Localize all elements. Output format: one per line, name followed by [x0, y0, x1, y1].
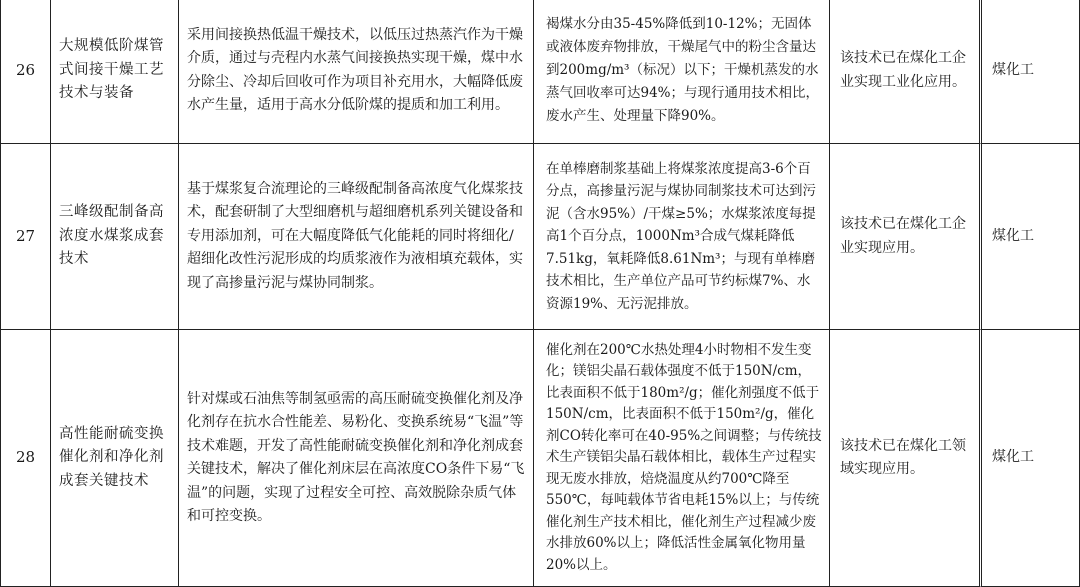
technology-effect: 在单棒磨制浆基础上将煤浆浓度提高3-6个百分点，高掺量污泥与煤协同制浆技术可达到污泥（含水95%）/干煤≥5%；水煤浆浓度每提高1个百分点，1000Nm³合成气煤耗降低7.51kg，氧耗降低8.61Nm³；与现有单棒磨技术相比，生产单位产品可节约标煤7%、水资源19%、无污泥排放。: [534, 144, 830, 330]
row-number: 27: [0, 144, 51, 330]
industry-category: 煤化工: [982, 0, 1080, 144]
technology-name: 大规模低阶煤管式间接干燥工艺技术与装备: [51, 0, 179, 144]
technology-description: 采用间接换热低温干燥技术，以低压过热蒸汽作为干燥介质，通过与壳程内水蒸气间接换热实现干燥，煤中水分除尘、冷却后回收可作为项目补充用水，大幅降低废水产生量，适用于高水分低阶煤的提质和加工利用。: [179, 0, 534, 144]
application-status: 该技术已在煤化工企业实现应用。: [830, 144, 982, 330]
technology-description: 针对煤或石油焦等制氢亟需的高压耐硫变换催化剂及净化剂存在抗水合性能差、易粉化、变换系统易“飞温”等技术难题，开发了高性能耐硫变换催化剂和净化剂成套关键技术，解决了催化剂床层在高浓度CO条件下易“飞温”的问题，实现了过程安全可控、高效脱除杂质气体和可控变换。: [179, 330, 534, 587]
technology-name: 高性能耐硫变换催化剂和净化剂成套关键技术: [51, 330, 179, 587]
row-number: 28: [0, 330, 51, 587]
technology-effect: 褐煤水分由35-45%降低到10-12%；无固体或液体废弃物排放，干燥尾气中的粉尘含量达到200mg/m³（标况）以下；干燥机蒸发的水蒸气回收率可达94%；与现行通用技术相比，废水产生、处理量下降90%。: [534, 0, 830, 144]
application-status: 该技术已在煤化工领域实现应用。: [830, 330, 982, 587]
technology-description: 基于煤浆复合流理论的三峰级配制备高浓度气化煤浆技术，配套研制了大型细磨机与超细磨机系列关键设备和专用添加剂，可在大幅度降低气化能耗的同时将细化/超细化改性污泥形成的均质浆液作为液相填充载体，实现了高掺量污泥与煤协同制浆。: [179, 144, 534, 330]
row-number: 26: [0, 0, 51, 144]
application-status: 该技术已在煤化工企业实现工业化应用。: [830, 0, 982, 144]
technology-name: 三峰级配制备高浓度水煤浆成套技术: [51, 144, 179, 330]
industry-category: 煤化工: [982, 330, 1080, 587]
industry-category: 煤化工: [982, 144, 1080, 330]
technology-effect: 催化剂在200℃水热处理4小时物相不发生变化；镁铝尖晶石载体强度不低于150N/cm，比表面积不低于180m²/g；催化剂强度不低于150N/cm，比表面积不低于150m²/g，催化剂CO转化率可在40-95%之间调整；与传统技术生产镁铝尖晶石载体相比，载体生产过程实现无废水排放，焙烧温度从约700℃降至550℃，每吨载体节省电耗15%以上；与传统催化剂生产技术相比，催化剂生产过程减少废水排放60%以上；降低活性金属氧化物用量20%以上。: [534, 330, 830, 587]
